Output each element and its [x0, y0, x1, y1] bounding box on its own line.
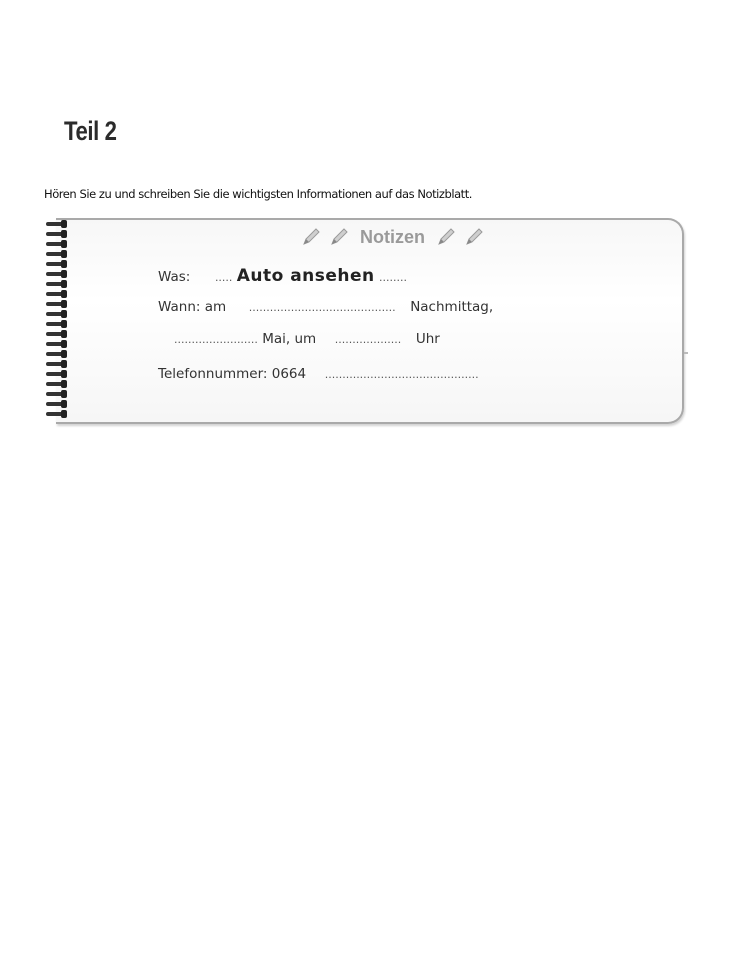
spiral-ring [46, 332, 66, 336]
spiral-ring [46, 242, 66, 246]
row-telefon[interactable] [158, 366, 479, 382]
section-title: Teil 2 [64, 116, 117, 146]
row-was [158, 266, 407, 286]
spiral-ring [46, 392, 66, 396]
notepad-title: Notizen [360, 226, 425, 247]
task-instruction: Hören Sie zu und schreiben Sie die wichtigsten Informationen auf das Notizblatt. [44, 187, 472, 201]
spiral-ring [46, 312, 66, 316]
was-label: Was: [158, 269, 191, 285]
time-blank[interactable]: ................... [334, 333, 402, 346]
spiral-ring [46, 382, 66, 386]
spiral-ring [46, 342, 66, 346]
spiral-ring [46, 322, 66, 326]
sheet-edge-mark [684, 352, 688, 354]
was-dots-after: ........ [378, 271, 407, 284]
spiral-ring [46, 222, 66, 226]
row-datum[interactable] [174, 331, 440, 347]
pencil-icon [435, 226, 457, 248]
notepad-header [300, 224, 485, 250]
spiral-ring [46, 272, 66, 276]
spiral-ring [46, 292, 66, 296]
spiral-ring [46, 412, 66, 416]
spiral-ring [46, 362, 66, 366]
day-blank[interactable]: ........................ [174, 333, 258, 346]
wann-blank[interactable]: .......................................... [248, 301, 396, 314]
month-label: Mai, um [262, 331, 317, 347]
notepad [44, 216, 688, 424]
was-dots-before: ..... [214, 271, 233, 284]
spiral-ring [46, 372, 66, 376]
time-unit: Uhr [415, 331, 440, 347]
pencil-icon [463, 226, 485, 248]
row-wann[interactable] [158, 299, 493, 315]
spiral-ring [46, 402, 66, 406]
telefon-label: Telefonnummer: 0664 [158, 366, 307, 382]
telefon-blank[interactable]: ............................................ [324, 368, 479, 381]
spiral-ring [46, 262, 66, 266]
spiral-ring [46, 232, 66, 236]
wann-suffix: Nachmittag, [410, 299, 494, 315]
pencil-icon [300, 226, 322, 248]
spiral-ring [46, 252, 66, 256]
spiral-ring [46, 352, 66, 356]
spiral-ring [46, 302, 66, 306]
spiral-binding [44, 220, 68, 420]
wann-label: Wann: am [158, 299, 227, 315]
pencil-icon [328, 226, 350, 248]
was-answer: Auto ansehen [236, 266, 375, 286]
spiral-ring [46, 282, 66, 286]
